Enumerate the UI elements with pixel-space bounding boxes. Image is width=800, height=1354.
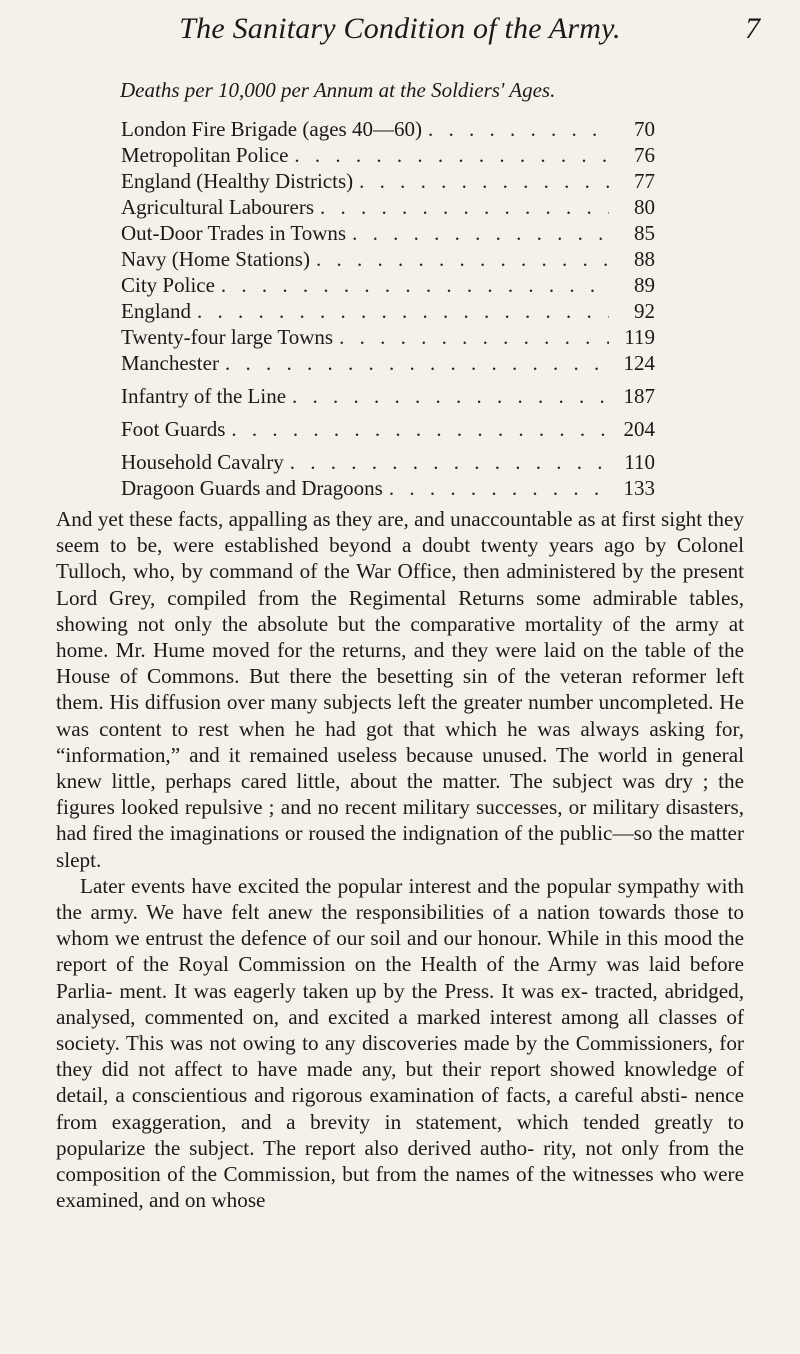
leader-dots xyxy=(352,221,609,246)
page-number: 7 xyxy=(745,12,760,45)
table-row xyxy=(121,247,655,273)
row-value: 110 xyxy=(624,450,655,474)
table-row xyxy=(121,273,655,299)
row-label: Household Cavalry xyxy=(121,450,284,474)
paragraph: And yet these facts, appalling as they are, and unaccountable as at first sight they seem to be, were established beyond a doubt twenty years ago by Colonel Tulloch, who, by command of the War Office, then administered by the present Lord Grey, compiled from the Regimental Returns some admirable tables, showing not only the absolute but the comparative mortality of the army at home. Mr. Hume moved for the returns, and they were laid on the table of the House of Commons. But there the besetting sin of the veteran reformer left them. His diffusion over many subjects left the greater number uncompleted. He was content to rest when he had got that which he was always asking for, “information,” and it remained useless because unused. The world in general knew little, perhaps cared little, about the matter. The subject was dry ; the figures looked repulsive ; and no recent military successes, or military disasters, had fired the imaginations or roused the indignation of the public—so the matter slept. xyxy=(56,507,744,872)
row-label: Agricultural Labourers xyxy=(121,195,315,219)
row-label: Metropolitan Police xyxy=(121,143,289,167)
leader-dots xyxy=(339,325,609,350)
table-row xyxy=(121,221,655,247)
row-value: 76 xyxy=(634,143,655,167)
row-value: 204 xyxy=(623,417,655,441)
row-label: England (Healthy Districts) xyxy=(121,169,354,193)
leader-dots xyxy=(225,351,609,376)
row-label: Navy (Home Stations) xyxy=(121,247,310,271)
table-row xyxy=(121,417,655,443)
body-text xyxy=(56,506,744,1213)
row-value: 80 xyxy=(634,195,655,219)
table-row xyxy=(121,195,655,221)
row-value: 85 xyxy=(634,221,655,245)
table-row xyxy=(121,384,655,410)
row-value: 187 xyxy=(623,384,655,408)
leader-dots xyxy=(292,384,609,409)
table-row xyxy=(121,143,655,169)
row-label: England xyxy=(121,299,191,323)
leader-dots xyxy=(221,273,609,298)
table-row xyxy=(121,117,655,143)
row-value: 92 xyxy=(634,299,655,323)
table-row xyxy=(121,351,655,377)
paragraph: Later events have excited the popular interest and the popular sympathy with the army. We have felt anew the responsibilities of a nation towards those to whom we entrust the defence of our soil and our honour. While in this mood the report of the Royal Commission on the Health of the Army was laid before Parlia- ment. It was eagerly taken up by the Press. It was ex- tracted, abridged, analysed, commented on, and excited a marked interest among all classes of society. This was not owing to any discoveries made by the Commissioners, for they did not affect to have made any, but their report showed knowledge of detail, a conscientious and rigorous examination of facts, a careful absti- nence from exaggeration, and a brevity in statement, which tended greatly to popularize the subject. The report also derived autho- rity, not only from the composition of the Commission, but from the names of the witnesses who were examined, and on whose xyxy=(56,873,744,1213)
row-label: Out-Door Trades in Towns xyxy=(121,221,347,245)
table-row xyxy=(121,325,655,351)
row-value: 88 xyxy=(634,247,655,271)
table-row xyxy=(121,169,655,195)
leader-dots xyxy=(231,417,609,442)
row-label: City Police xyxy=(121,273,215,297)
running-title: The Sanitary Condition of the Army. xyxy=(179,12,621,45)
table-row xyxy=(121,476,655,502)
row-value: 77 xyxy=(634,169,655,193)
row-value: 119 xyxy=(624,325,655,349)
row-value: 70 xyxy=(634,117,655,141)
leader-dots xyxy=(294,143,609,168)
table-row xyxy=(121,299,655,325)
table-heading: Deaths per 10,000 per Annum at the Soldiers' Ages. xyxy=(120,78,556,102)
row-label: Dragoon Guards and Dragoons xyxy=(121,476,383,500)
leader-dots xyxy=(428,117,609,142)
row-label: Manchester xyxy=(121,351,219,375)
leader-dots xyxy=(290,450,609,475)
row-value: 89 xyxy=(634,273,655,297)
leader-dots xyxy=(197,299,609,324)
table-row xyxy=(121,450,655,476)
row-label: Twenty-four large Towns xyxy=(121,325,334,349)
row-label: London Fire Brigade (ages 40—60) xyxy=(121,117,422,141)
leader-dots xyxy=(359,169,609,194)
page-header xyxy=(0,12,800,52)
row-label: Infantry of the Line xyxy=(121,384,287,408)
row-value: 124 xyxy=(623,351,655,375)
row-label: Foot Guards xyxy=(121,417,226,441)
row-value: 133 xyxy=(623,476,655,500)
leader-dots xyxy=(316,247,609,272)
leader-dots xyxy=(389,476,609,501)
leader-dots xyxy=(320,195,609,220)
